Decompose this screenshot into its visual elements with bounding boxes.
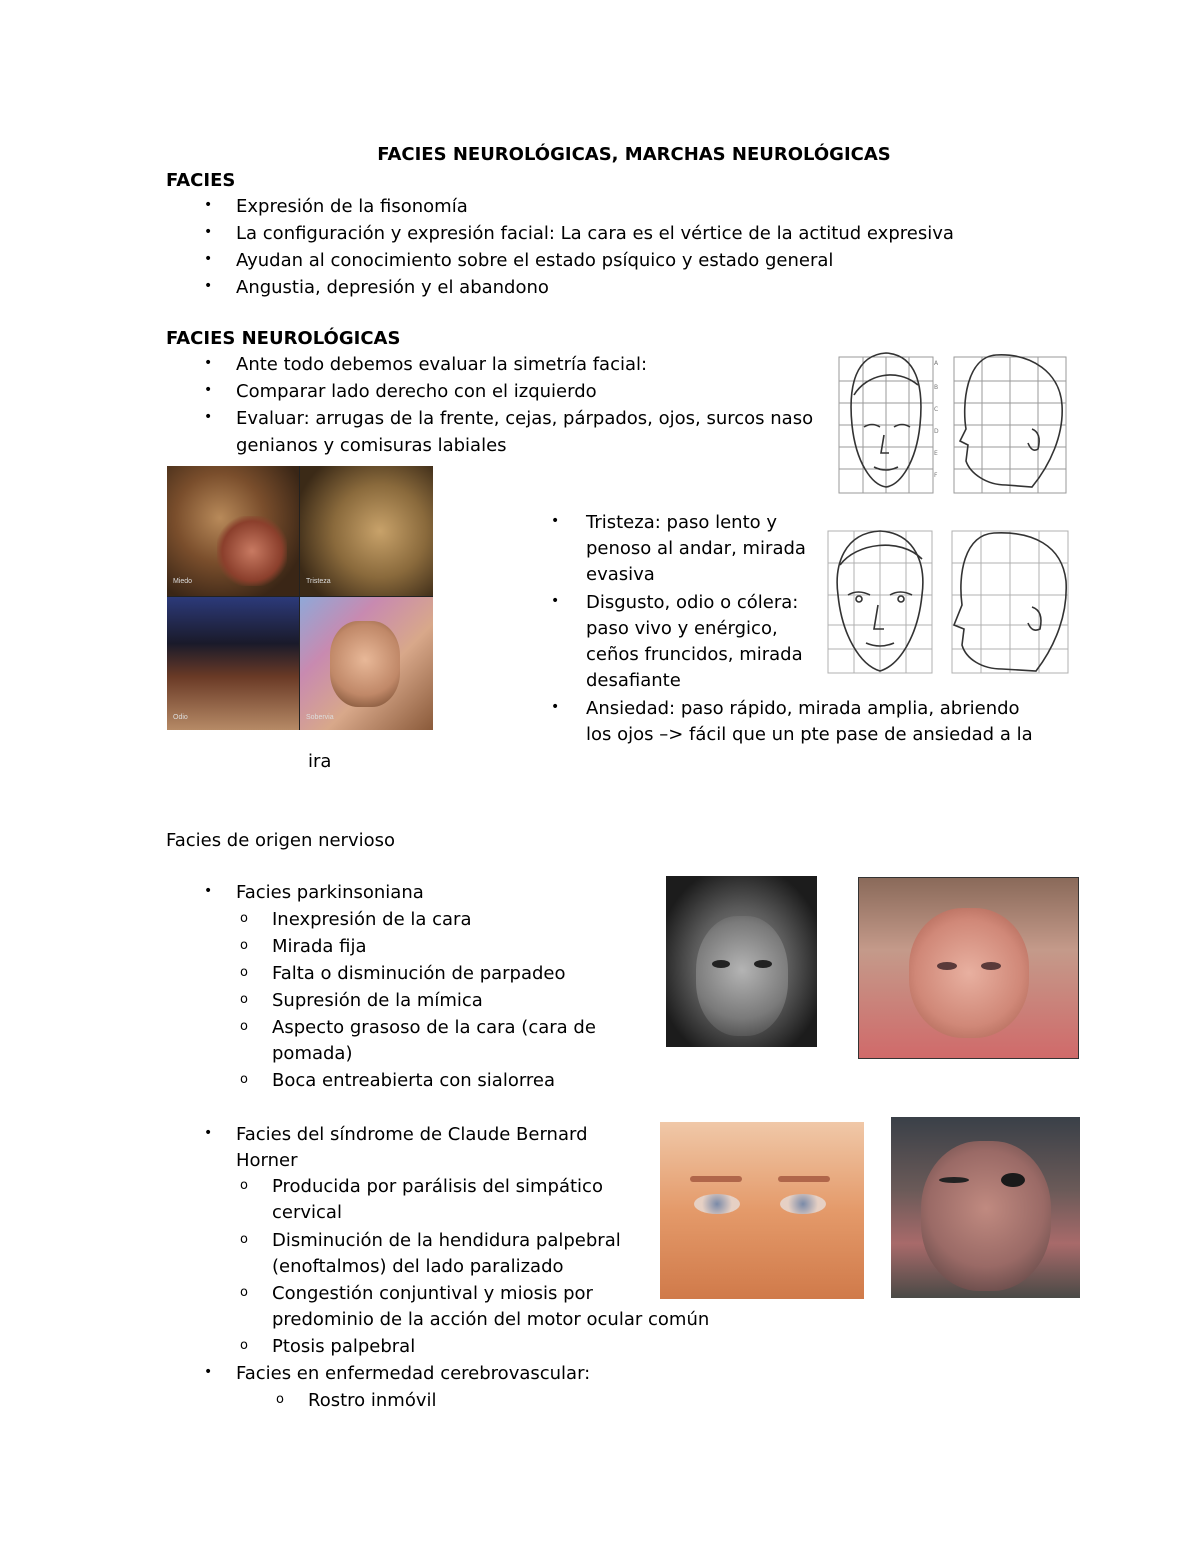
sub-list-item: Aspecto grasoso de la cara (cara de	[272, 1017, 596, 1038]
list-item-continuation: genianos y comisuras labiales	[236, 435, 507, 456]
sub-bullet-icon: o	[240, 911, 248, 926]
painting-odio	[167, 597, 299, 730]
sub-bullet-icon: o	[240, 1019, 248, 1034]
list-item-continuation: penoso al andar, mirada	[586, 538, 806, 559]
caption: Tristeza	[306, 578, 331, 585]
caption: Miedo	[173, 578, 193, 585]
list-item: Facies parkinsoniana	[236, 882, 424, 903]
svg-text:F: F	[934, 472, 938, 479]
sub-list-item: Congestión conjuntival y miosis por	[272, 1283, 593, 1304]
svg-text:E: E	[934, 450, 938, 457]
sub-bullet-icon: o	[240, 965, 248, 980]
sub-bullet-icon: o	[240, 992, 248, 1007]
head-proportion-drawing-2	[826, 525, 1072, 677]
bullet-icon: •	[551, 699, 560, 715]
sub-list-item: Ptosis palpebral	[272, 1336, 416, 1357]
list-item-continuation: los ojos –> fácil que un pte pase de ansiedad a la	[586, 724, 1033, 745]
bullet-icon: •	[204, 409, 213, 425]
sub-list-item-continuation: (enoftalmos) del lado paralizado	[272, 1256, 564, 1277]
section-heading-origen-nervioso: Facies de origen nervioso	[166, 830, 396, 851]
list-item: Facies en enfermedad cerebrovascular:	[236, 1363, 591, 1384]
sub-list-item-continuation: predominio de la acción del motor ocular común	[272, 1309, 710, 1330]
bullet-icon: •	[204, 1125, 213, 1141]
list-item: La configuración y expresión facial: La cara es el vértice de la actitud expresiva	[236, 223, 954, 244]
page-title: FACIES NEUROLÓGICAS, MARCHAS NEUROLÓGICAS	[377, 144, 891, 165]
list-item-continuation: Horner	[236, 1150, 298, 1171]
photo-horner-1	[660, 1122, 864, 1299]
sub-bullet-icon: o	[240, 1178, 248, 1193]
photo-sobervia	[300, 597, 433, 730]
sub-list-item: Boca entreabierta con sialorrea	[272, 1070, 556, 1091]
list-item-continuation: ceños fruncidos, mirada	[586, 644, 803, 665]
sub-list-item: Falta o disminución de parpadeo	[272, 963, 566, 984]
bullet-icon: •	[204, 197, 213, 213]
sub-list-item: Producida por parálisis del simpático	[272, 1176, 603, 1197]
caption: Odio	[173, 714, 188, 721]
list-item: Tristeza: paso lento y	[586, 512, 778, 533]
list-item: Comparar lado derecho con el izquierdo	[236, 381, 597, 402]
svg-text:B: B	[934, 384, 939, 391]
svg-text:A: A	[934, 360, 939, 367]
photo-parkinson-2	[858, 877, 1079, 1059]
list-item: Expresión de la fisonomía	[236, 196, 468, 217]
bullet-icon: •	[204, 382, 213, 398]
bullet-icon: •	[204, 355, 213, 371]
bullet-icon: •	[551, 513, 560, 529]
list-item: Ansiedad: paso rápido, mirada amplia, abriendo	[586, 698, 1020, 719]
sub-list-item: Supresión de la mímica	[272, 990, 483, 1011]
sub-bullet-icon: o	[240, 1285, 248, 1300]
list-item: Disgusto, odio o cólera:	[586, 592, 799, 613]
svg-text:C: C	[934, 406, 939, 413]
sub-list-item-continuation: cervical	[272, 1202, 342, 1223]
photo-parkinson-1	[666, 876, 817, 1047]
bullet-icon: •	[204, 1364, 213, 1380]
sub-list-item: Mirada fija	[272, 936, 367, 957]
list-item: Evaluar: arrugas de la frente, cejas, párpados, ojos, surcos naso	[236, 408, 814, 429]
sub-list-item: Inexpresión de la cara	[272, 909, 472, 930]
bullet-icon: •	[204, 251, 213, 267]
section-heading-facies: FACIES	[166, 170, 236, 191]
sub-list-item: Rostro inmóvil	[308, 1390, 437, 1411]
sub-list-item-continuation: pomada)	[272, 1043, 353, 1064]
list-item-continuation: evasiva	[586, 564, 655, 585]
sub-bullet-icon: o	[276, 1392, 284, 1407]
head-proportion-drawing-1	[836, 345, 1070, 497]
sub-bullet-icon: o	[240, 1232, 248, 1247]
list-item: Ante todo debemos evaluar la simetría facial:	[236, 354, 648, 375]
painting-miedo	[167, 466, 299, 596]
bullet-icon: •	[204, 883, 213, 899]
list-item: Angustia, depresión y el abandono	[236, 277, 549, 298]
sub-bullet-icon: o	[240, 938, 248, 953]
list-item: Facies del síndrome de Claude Bernard	[236, 1124, 588, 1145]
sub-bullet-icon: o	[240, 1338, 248, 1353]
caption: Sobervia	[306, 714, 334, 721]
bullet-icon: •	[204, 278, 213, 294]
bullet-icon: •	[204, 224, 213, 240]
section-heading-facies-neurologicas: FACIES NEUROLÓGICAS	[166, 328, 401, 349]
list-item-continuation: desafiante	[586, 670, 681, 691]
bullet-icon: •	[551, 593, 560, 609]
svg-text:D: D	[934, 428, 939, 435]
photo-horner-2	[891, 1117, 1080, 1298]
emotion-paintings-collage	[167, 466, 433, 730]
sub-bullet-icon: o	[240, 1072, 248, 1087]
sub-list-item: Disminución de la hendidura palpebral	[272, 1230, 621, 1251]
emotions-tail-text: ira	[308, 751, 332, 772]
list-item-continuation: paso vivo y enérgico,	[586, 618, 778, 639]
painting-tristeza	[300, 466, 433, 596]
list-item: Ayudan al conocimiento sobre el estado psíquico y estado general	[236, 250, 834, 271]
